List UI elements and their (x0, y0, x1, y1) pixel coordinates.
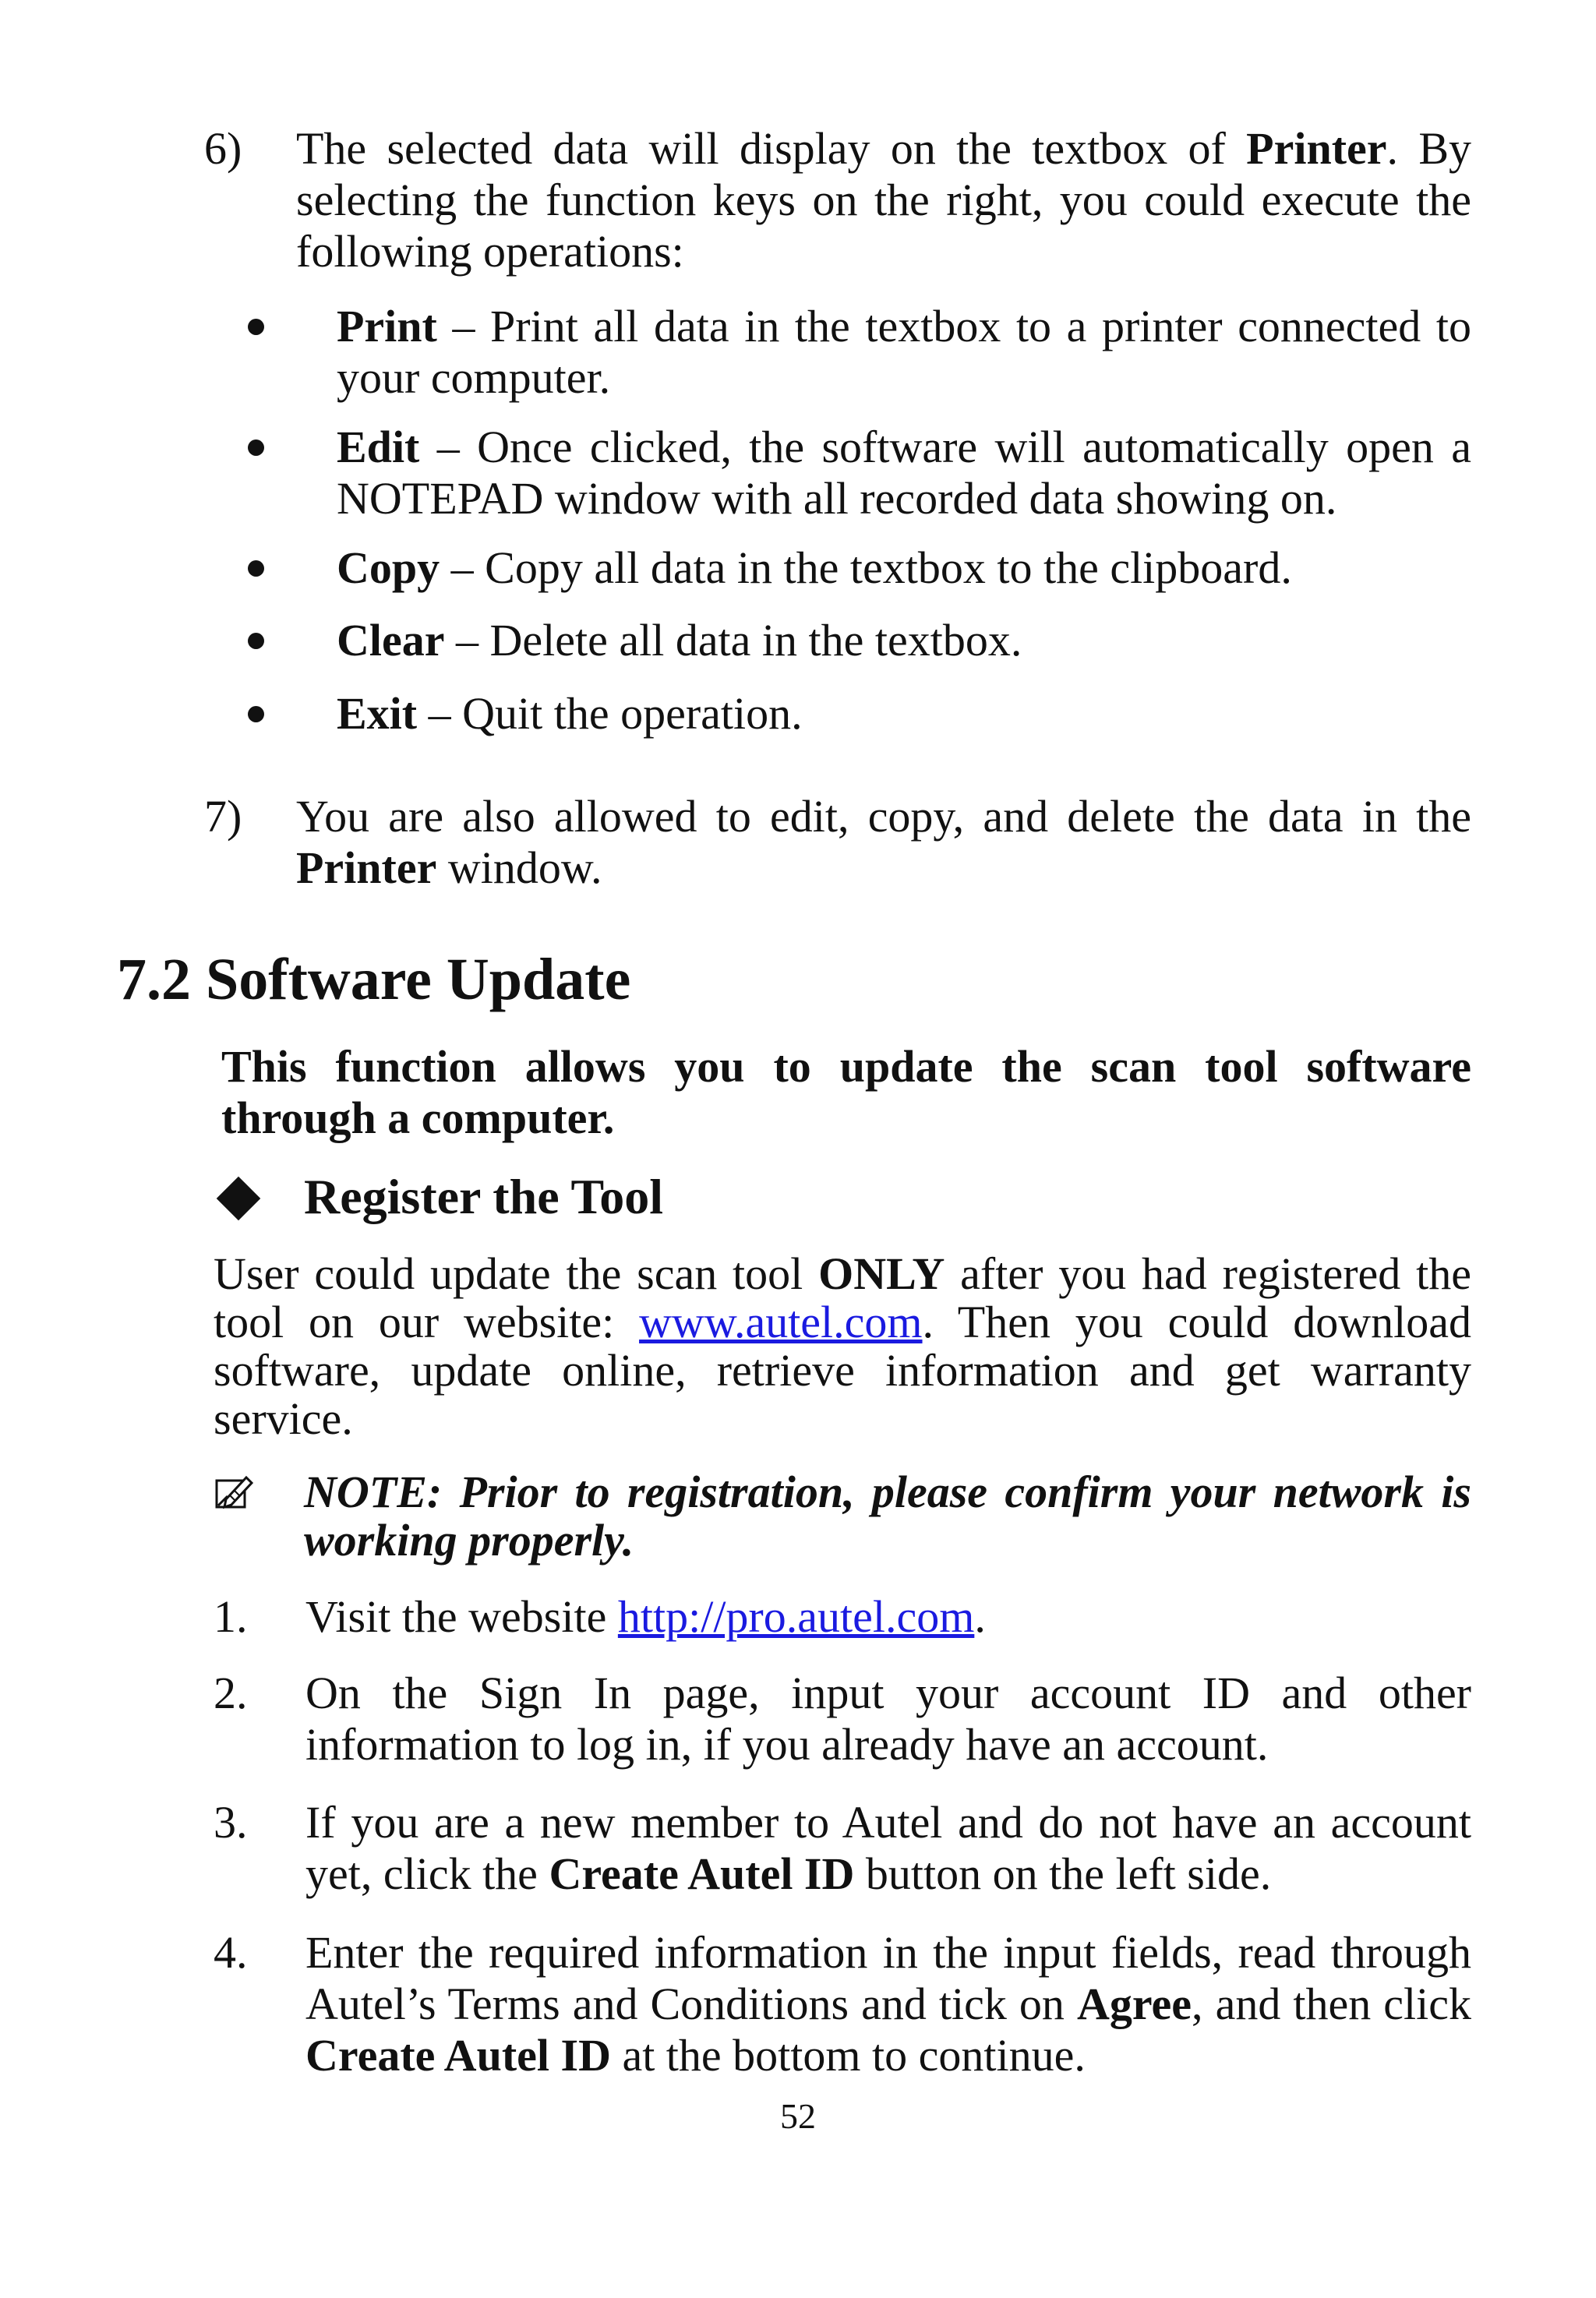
item-6-number: 6) (204, 123, 242, 174)
pro-autel-link[interactable]: http://pro.autel.com (617, 1591, 975, 1642)
function-copy: Copy – Copy all data in the textbox to the clipboard. (337, 542, 1292, 593)
diamond-bullet-icon (217, 1177, 261, 1221)
note-text: NOTE: Prior to registration, please confirm your network is working properly. (304, 1467, 1471, 1566)
printer-term: Printer (1246, 123, 1387, 174)
note-pencil-icon (215, 1474, 254, 1510)
step-2-number: 2. (214, 1668, 248, 1718)
bullet-icon (248, 633, 264, 649)
bullet-icon (248, 319, 264, 335)
bullet-icon (248, 439, 264, 456)
function-exit: Exit – Quit the operation. (337, 688, 803, 739)
section-title: 7.2 Software Update (117, 947, 631, 1012)
step-4-number: 4. (214, 1927, 248, 1978)
item-7-text: You are also allowed to edit, copy, and delete the data in the Printer window. (296, 791, 1471, 893)
bullet-icon (248, 706, 264, 722)
step-1-text: Visit the website http://pro.autel.com. (305, 1591, 986, 1642)
register-title: Register the Tool (304, 1169, 664, 1224)
function-clear: Clear – Delete all data in the textbox. (337, 615, 1022, 665)
step-3-text: If you are a new member to Autel and do not have an account yet, click the Create Autel ID button on the left side. (305, 1797, 1471, 1899)
section-intro: This function allows you to update the scan tool software through a computer. (221, 1041, 1471, 1143)
step-3-number: 3. (214, 1797, 248, 1848)
autel-website-link[interactable]: www.autel.com (639, 1297, 923, 1347)
bullet-icon (248, 560, 264, 577)
function-print: Print – Print all data in the textbox to a printer connected to your computer. (337, 301, 1471, 403)
step-1-number: 1. (214, 1591, 248, 1642)
step-4-text: Enter the required information in the input fields, read through Autel’s Terms and Conditions and tick on Agree, and then click Create Autel ID at the bottom to continue. (305, 1927, 1471, 2081)
function-edit: Edit – Once clicked, the software will automatically open a NOTEPAD window with all recorded data showing on. (337, 422, 1471, 524)
step-2-text: On the Sign In page, input your account ID and other information to log in, if you already have an account. (305, 1668, 1471, 1770)
item-6-text: The selected data will display on the textbox of Printer. By selecting the function keys on the right, you could execute the following operations: (296, 123, 1472, 277)
register-paragraph: User could update the scan tool ONLY after you had registered the tool on our website: www.autel.com. Then you could download software, update online, retrieve information and get warranty service. (214, 1248, 1471, 1444)
page-number: 52 (780, 2096, 816, 2136)
item-7-number: 7) (204, 791, 242, 842)
